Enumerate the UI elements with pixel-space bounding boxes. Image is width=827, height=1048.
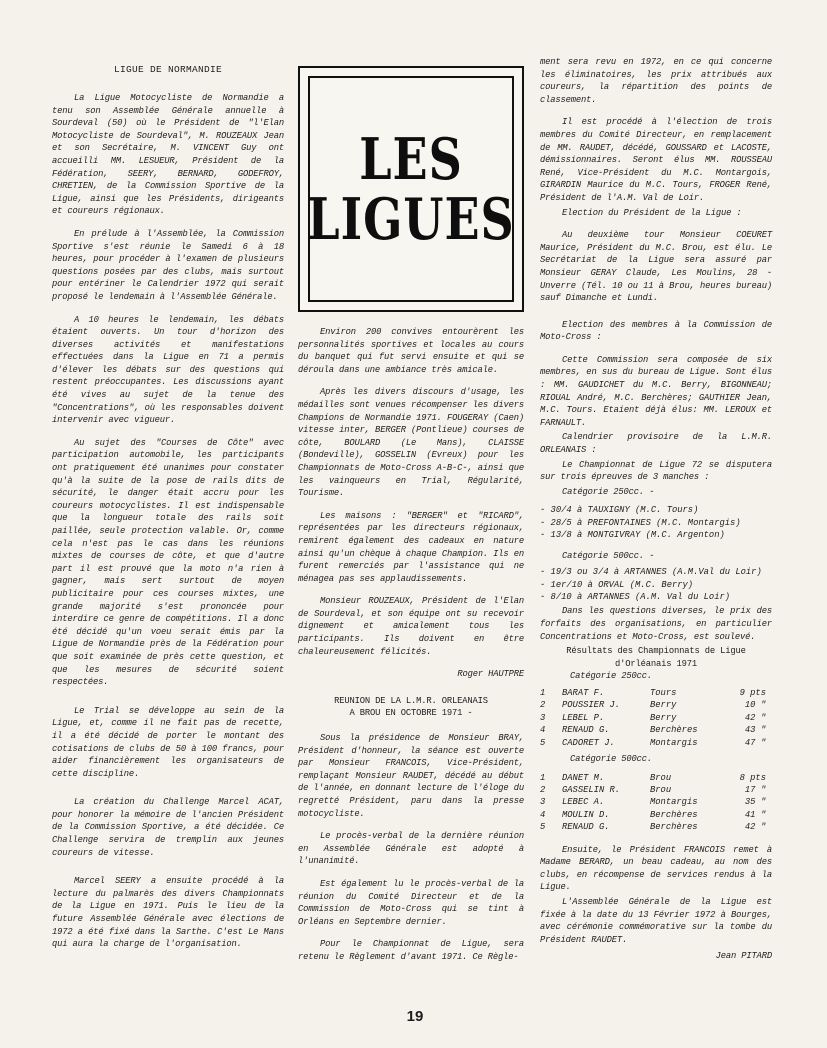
table-row: [540, 809, 766, 821]
club: Montargis: [650, 797, 698, 808]
calendar-cat500-list: [540, 566, 772, 603]
paragraph: L'Assemblée Générale de la Ligue est fixée à la date du 13 Février 1972 à Bourges, avec cérémonie commémorative sur la tombe du Président RAUDET.: [540, 897, 772, 945]
paragraph: A 10 heures le lendemain, les débats étaient ouverts. Un tour d'horizon des diverses activités et manifestations effectuées dans la Ligue en 71 a permis d'élever les débats sur des questions qui restent préoccupantes. Les discussions ayant été vives au sujet de la tenue des "Concentrations", où les responsables doivent intervenir avec vigueur.: [52, 314, 284, 426]
results-title: Résultats des Championnats de Ligue d'Orléanais 1971: [566, 646, 746, 669]
paragraph: Il est procédé à l'élection de trois membres du Comité Directeur, en remplacement de MM. RAUDET, décédé, GOUSSARD et LACOSTE, démissionnaires. Seront élus MM. ROUSSEAU René, Vice-Président du M.C. Montargois, GIRARDIN Maurice du M.C. Tours, FROGER René, Président de l'A.M. Val de Loir.: [540, 117, 772, 203]
pos: 2: [540, 785, 546, 796]
points: 42 ": [744, 712, 766, 723]
results-table-500: [540, 772, 766, 834]
paragraph: Dans les questions diverses, le prix des forfaits des organisations, en particulier Concentrations et Moto-Cross, est soulevé.: [540, 606, 772, 642]
calendar-item: - 19/3 ou 3/4 à ARTANNES (A.M.Val du Loir): [540, 567, 762, 578]
club: Berry: [650, 712, 677, 723]
calendar-item: - 30/4 à TAUXIGNY (M.C. Tours): [540, 505, 699, 516]
banner-line-ligues: LIGUES: [307, 185, 515, 253]
rider: RENAUD G.: [562, 725, 610, 736]
points: 17 ": [744, 785, 766, 796]
pos: 5: [540, 737, 546, 748]
paragraph: Monsieur ROUZEAUX, Président de l'Elan de Sourdeval, et son équipe ont su recevoir dignement et amicalement tous les participants. Ils doivent en être chaleureusement félicités.: [298, 596, 524, 657]
results-cat500-label: Catégorie 500cc.: [570, 754, 653, 765]
table-row: [540, 699, 766, 711]
calendar-item: - 13/8 à MONTGIVRAY (M.C. Argenton): [540, 530, 725, 541]
banner-inner-frame: [308, 76, 514, 302]
paragraph: Le Championnat de Ligue 72 se disputera sur trois épreuves de 3 manches :: [540, 459, 772, 483]
results-table-250: [540, 687, 766, 749]
points: 9 pts: [739, 688, 766, 698]
paragraph: Le procès-verbal de la dernière réunion en Assemblée Générale est adopté à l'unanimité.: [298, 831, 524, 867]
table-row: [540, 796, 766, 808]
paragraph: Est également lu le procès-verbal de la réunion du Comité Directeur et de la Commission de Moto-Cross qui se tint à Orléans en Septembre dernier.: [298, 878, 524, 927]
column-middle: [298, 326, 524, 974]
signature-pitard: Jean PITARD: [715, 951, 772, 962]
paragraph: Sous la présidence de Monsieur BRAY, Président d'honneur, la séance est ouverte par Monsieur FRANCOIS, Vice-Président, remplaçant Monsieur RAUDET, décédé au début de l'année, en donnant lecture de l'éloge du regretté Président, paru dans la presse motocycliste.: [298, 733, 524, 819]
table-row: [540, 784, 766, 796]
pos: 4: [540, 809, 546, 820]
paragraph: Ensuite, le Président FRANCOIS remet à Madame BERARD, un beau cadeau, au nom des clubs, en récompense de services rendus à la Ligue.: [540, 844, 772, 893]
paragraph: Environ 200 convives entourèrent les personnalités sportives et locales au cours du banquet qui fut servi ensuite et qui se déroula dans une ambiance très amicale.: [298, 327, 524, 375]
rider: CADORET J.: [562, 737, 615, 748]
subheading-calendar: Calendrier provisoire de la L.M.R. ORLEANAIS :: [540, 432, 772, 456]
club: Brou: [650, 785, 672, 796]
column-left: [52, 92, 284, 961]
paragraph: Cette Commission sera composée de six membres, en sus du bureau de Ligue. Sont élus : MM. GAUDICHET du M.C. Berry, BIGONNEAU; RIOUAL André, M.C. Berchères; GAUTHIER Jean, M.C. Tours. Etaient déjà élus: MM. LEROUX et FARNAULT.: [540, 354, 772, 428]
points: 43 ": [744, 725, 766, 736]
table-row: [540, 687, 766, 699]
pos: 4: [540, 725, 546, 736]
paragraph: Pour le Championnat de Ligue, sera retenu le Règlement d'avant 1971. Ce Règle-: [298, 939, 524, 962]
paragraph: Marcel SEERY a ensuite procédé à la lecture du palmarès des divers Championnats de la Ligue en 1971. Puis le lieu de la future Assemblée Générale avec élections de 1972 a été fixé dans la Sarthe. C'est Le Mans qui aura la charge de l'organisation.: [52, 876, 284, 950]
orleanais-heading: REUNION DE LA L.M.R. ORLEANAIS A BROU EN OCTOBRE 1971 -: [334, 695, 488, 719]
paragraph: Au sujet des "Courses de Côte" avec participation automobile, les participants ont pratiquement été unanimes pour constater qu'à la suite de la pose de rails dits de sécurité, le danger était accru pour les coureurs motocyclistes. Il est indispensable que la longueur totale des rails soit paillée, seule protection valable. Or, comme cela n'est pas le cas dans les réunions mixtes de courses de côte, et que d'autre part il est prouvé que la moto n'a rien à gagner, mais sert surtout de moyen publicitaire pour ces courses mixtes, une grande majorité s'est prononcée pour interdire ce genre de compétitions. Il a donc été décidé qu'un voeu serait émis par la Ligue de Normandie près de la Fédération pour que soit examinée de près cette question, et que les mesures de sécurité soient respectées.: [52, 437, 284, 688]
points: 8 pts: [739, 772, 766, 783]
points: 10 ": [744, 700, 766, 711]
paragraph: Au deuxième tour Monsieur COEURET Maurice, Président du M.C. Brou, est élu. Le Secrétariat de la Ligue sera assuré par Monsieur GERAY Claude, Les Moulins, 28 - Unverre (Tél. 10 ou 11 à Brou, heures bureau) sauf Dimanche et Lundi.: [540, 230, 772, 304]
rider: LEBEC A.: [562, 797, 605, 808]
calendar-item: - 1er/10 à ORVAL (M.C. Berry): [540, 579, 694, 590]
pos: 1: [540, 772, 546, 783]
page-number: 19: [406, 1008, 424, 1025]
paragraph: ment sera revu en 1972, en ce qui concerne les éliminatoires, les prix attribués aux coureurs, la répartition des points de classement.: [540, 57, 772, 105]
points: 47 ": [744, 737, 766, 748]
paragraph: En prélude à l'Assemblée, la Commission Sportive s'est réunie le Samedi 6 à 18 heures, pour procéder à l'examen de plusieurs questions posées par des clubs, mais surtout pour entériner le Calendrier 1972 qui serait proposé le lendemain à l'Assemblée Générale.: [52, 228, 284, 302]
points: 35 ": [744, 797, 766, 808]
table-row: [540, 821, 766, 833]
club: Berry: [650, 700, 677, 711]
rider: BARAT F.: [562, 688, 605, 698]
rider: GASSELIN R.: [562, 785, 621, 796]
rider: DANET M.: [562, 772, 605, 783]
paragraph: La Ligue Motocycliste de Normandie a tenu son Assemblée Générale annuelle à Sourdeval (50) où le Président de "l'Elan Motocycliste de Sourdeval", M. ROUZEAUX Jean et son Secrétaire, M. VINCENT Guy ont accueilli MM. LESUEUR, Président de la Fédération, SEERY, BERNARD, GODEFROY, CHRETIEN, de la Commission Sportive de la Ligue, ainsi que les Présidents, dirigeants et coureurs régionaux.: [52, 93, 284, 217]
les-ligues-banner: [298, 66, 524, 312]
club: Berchères: [650, 822, 698, 833]
rider: MOULIN D.: [562, 809, 610, 820]
subheading-president-election: Election du Président de la Ligue :: [562, 207, 742, 218]
points: 42 ": [744, 822, 766, 833]
table-row: [540, 772, 766, 784]
table-row: [540, 737, 766, 749]
club: Tours: [650, 688, 677, 698]
rider: POUSSIER J.: [562, 700, 621, 711]
points: 41 ": [744, 809, 766, 820]
paragraph: La création du Challenge Marcel ACAT, pour honorer la mémoire de l'ancien Président de la Commission Sportive, a été décidée. Ce Challenge servira de tremplin aux jeunes coureurs de vitesse.: [52, 797, 284, 858]
table-row: [540, 724, 766, 736]
pos: 5: [540, 822, 546, 833]
paragraph: Le Trial se développe au sein de la Ligue, et, comme il ne fait pas de recette, il a été décidé de porter le montant des cotisations de clubs de 50 à 100 francs, pour aider financièrement les organisateurs de cette discipline.: [52, 705, 284, 779]
club: Brou: [650, 772, 672, 783]
banner-line-les: LES: [359, 125, 463, 193]
club: Montargis: [650, 737, 698, 748]
pos: 1: [540, 688, 546, 698]
calendar-cat250-list: [540, 504, 772, 541]
table-row: [540, 712, 766, 724]
pos: 3: [540, 797, 546, 808]
paragraph: Les maisons : "BERGER" et "RICARD", représentées par les directeurs régionaux, remirent également des cadeaux en nature ainsi qu'un chèque à chaque Champion. Ils en furent remerciés par l'assistance qui ne ménagea pas ses applaudissements.: [298, 510, 524, 584]
subheading-motocross-commission: Election des membres à la Commission de Moto-Cross :: [540, 319, 772, 343]
paragraph: Après les divers discours d'usage, les médailles sont venues récompenser les divers Champions de Normandie 1971. FOUGERAY (Caen) vitesse inter, BERGER (Pontlieue) courses de côte, BOULARD (Le Mans), CLAISSE (Bondeville), GOSSELIN (Evreux) pour les Championnats de Moto-Cross A-B-C-, ainsi que les vainqueurs en Trial, Régularité, Tourisme.: [298, 387, 524, 499]
calendar-item: - 28/5 à PREFONTAINES (M.C. Montargis): [540, 517, 741, 528]
column-right: [540, 56, 772, 973]
calendar-cat250-label: Catégorie 250cc. -: [562, 486, 655, 497]
pos: 2: [540, 700, 546, 711]
calendar-cat500-label: Catégorie 500cc. -: [562, 550, 655, 561]
calendar-item: - 8/10 à ARTANNES (A.M. Val du Loir): [540, 592, 731, 603]
ligue-normandie-title: LIGUE DE NORMANDIE: [113, 64, 223, 75]
rider: LEBEL P.: [562, 712, 605, 723]
results-cat250-label: Catégorie 250cc.: [570, 671, 653, 682]
club: Berchères: [650, 725, 698, 736]
club: Berchères: [650, 809, 698, 820]
pos: 3: [540, 712, 546, 723]
rider: RENAUD G.: [562, 822, 610, 833]
signature-hautpre: Roger HAUTPRE: [457, 669, 524, 680]
